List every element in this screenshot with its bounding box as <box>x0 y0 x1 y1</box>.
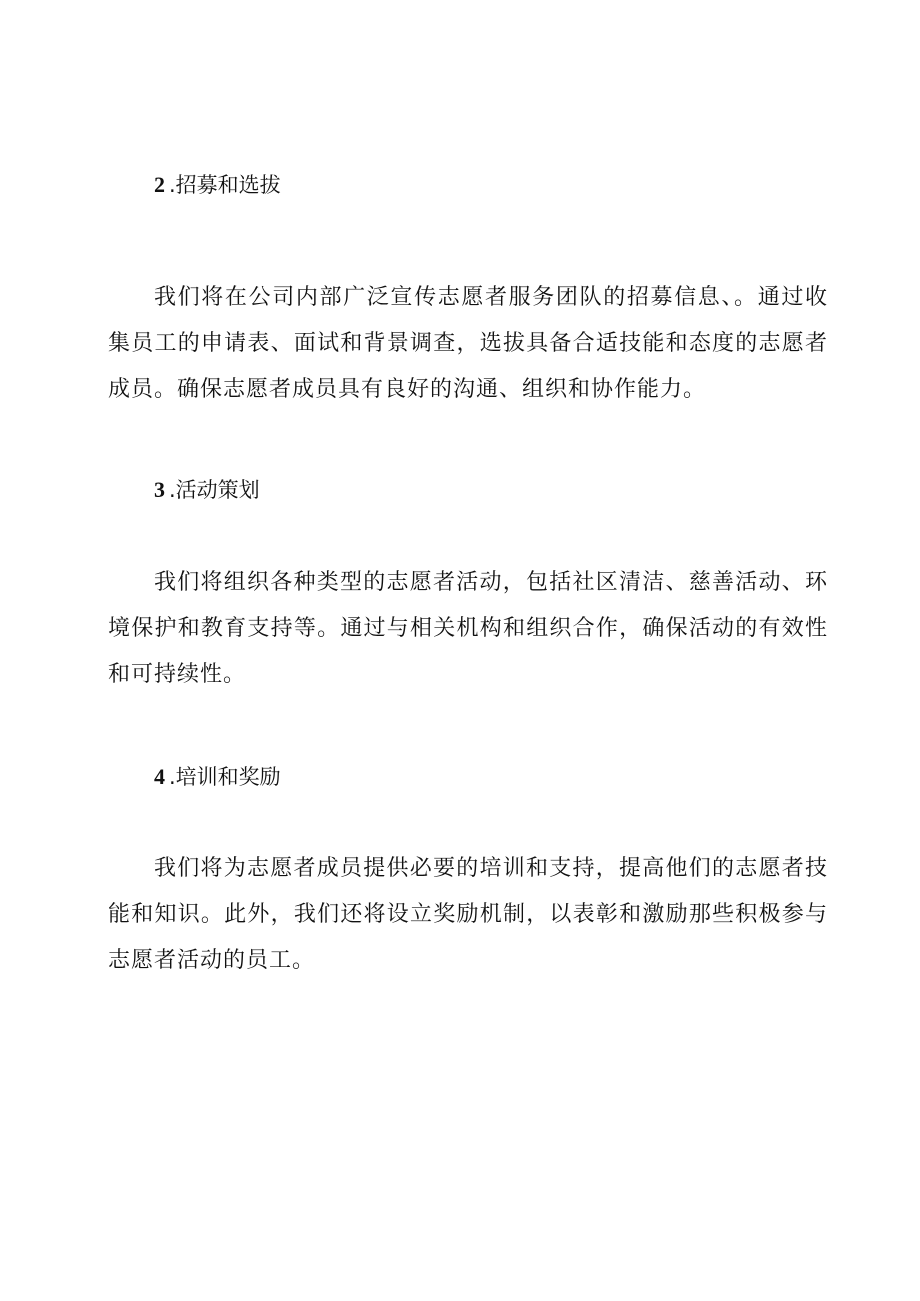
section-body-recruitment: 我们将在公司内部广泛宣传志愿者服务团队的招募信息、。通过收集员工的申请表、面试和背景调查，选拔具备合适技能和态度的志愿者成员。确保志愿者成员具有良好的沟通、组织和协作能力。 <box>108 285 828 402</box>
section-title: .培训和奖励 <box>169 765 281 789</box>
section-body-training-rewards: 我们将为志愿者成员提供必要的培训和支持，提高他们的志愿者技能和知识。此外，我们还将设立奖励机制，以表彰和激励那些积极参与志愿者活动的员工。 <box>108 856 828 973</box>
section-heading-training-rewards <box>108 762 874 793</box>
section-heading-recruitment <box>108 170 874 201</box>
section-title: .招募和选拔 <box>169 173 281 197</box>
section-number: 4 <box>154 764 165 789</box>
section-number: 3 <box>154 477 165 502</box>
section-number: 2 <box>154 172 165 197</box>
section-heading-activity-planning <box>108 475 874 506</box>
section-title: .活动策划 <box>169 478 260 502</box>
section-body-activity-planning: 我们将组织各种类型的志愿者活动，包括社区清洁、慈善活动、环境保护和教育支持等。通过与相关机构和组织合作，确保活动的有效性和可持续性。 <box>108 570 828 687</box>
